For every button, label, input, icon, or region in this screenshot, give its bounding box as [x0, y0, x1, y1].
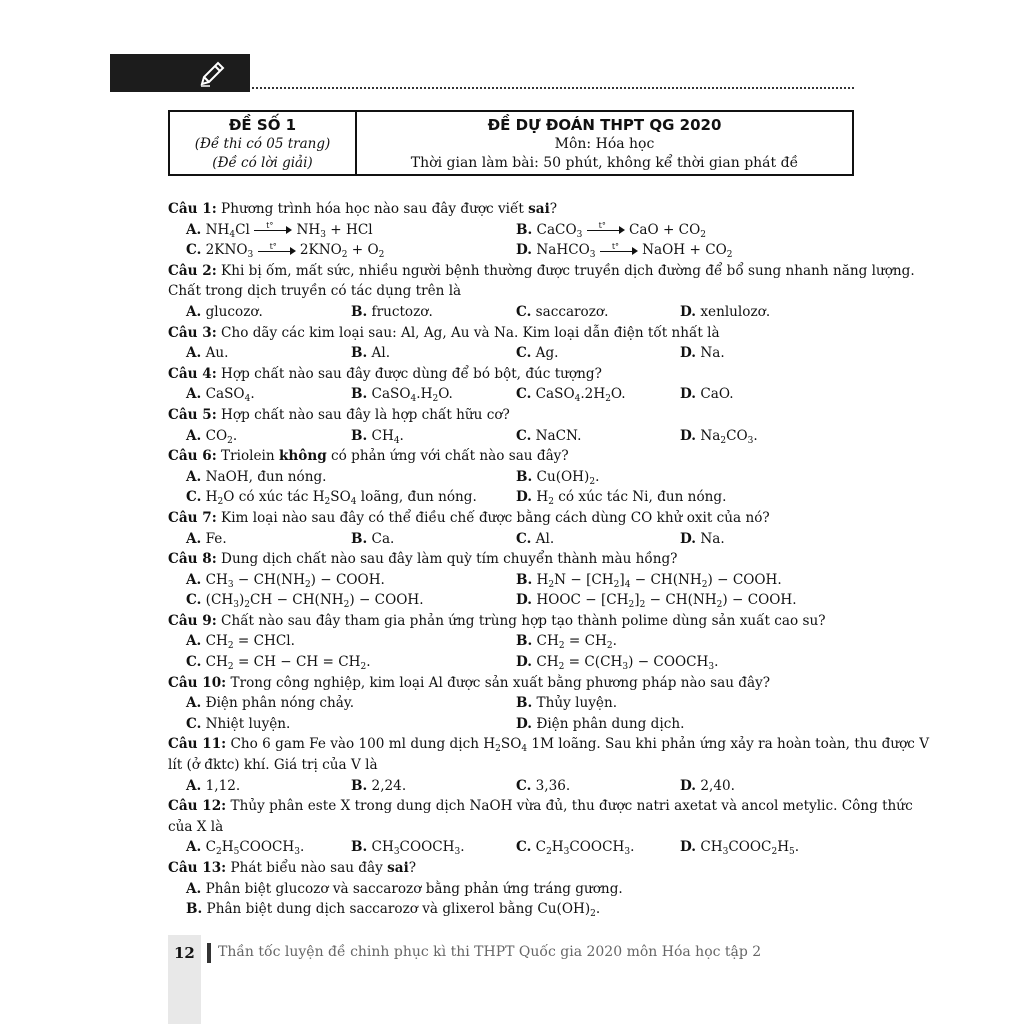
answer-option: A. CaSO$_4$.	[186, 386, 255, 405]
question-line: Câu 2: Khi bị ốm, mất sức, nhiều người bệnh thường được truyền dịch đường để bổ sung nhanh năng lượng.	[168, 262, 915, 279]
answer-option: C. $CH_2$ = CH − CH = $CH_2$.	[186, 654, 371, 673]
answer-option: A. $CH_3 - CH(NH_2)$ − COOH.	[186, 571, 385, 590]
answer-option: A. $C_2H_5COOCH_3$.	[186, 839, 305, 858]
question-number: Câu 10:	[168, 674, 227, 691]
exam-title-block	[357, 112, 852, 174]
answer-option: A. Au.	[186, 345, 229, 362]
answer-option: B. CaCO$_3$ t° CaO + $CO_2$	[516, 221, 706, 240]
answer-option: C. saccarozơ.	[516, 303, 609, 320]
exam-time: Thời gian làm bài: 50 phút, không kể thời gian phát đề	[410, 155, 799, 171]
option-line	[168, 631, 858, 652]
question-line: Câu 5: Hợp chất nào sau đây là hợp chất hữu cơ?	[168, 406, 510, 423]
option-line	[168, 426, 858, 447]
answer-option: B. $CH_2 = CH_2$.	[516, 633, 617, 652]
option-line	[168, 302, 858, 323]
question-number: Câu 5:	[168, 406, 217, 423]
question-line: Câu 12: Thủy phân este X trong dung dịch NaOH vừa đủ, thu được natri axetat và ancol metylic. Công thức	[168, 798, 913, 815]
question-number: Câu 8:	[168, 551, 217, 568]
question-text-line: Chất trong dịch truyền có tác dụng trên là	[168, 283, 462, 300]
pencil-icon	[196, 58, 228, 90]
option-line	[168, 693, 858, 714]
answer-option: B. 2,24.	[351, 777, 407, 794]
answer-option: A. Phân biệt glucozơ và saccarozơ bằng phản ứng tráng gương.	[186, 880, 623, 897]
option-line	[168, 776, 858, 797]
answer-option: B. Thủy luyện.	[516, 695, 618, 712]
answer-option: C. 3,36.	[516, 777, 571, 794]
answer-option: C. Al.	[516, 530, 555, 547]
question-line: Câu 8: Dung dịch chất nào sau đây làm quỳ tím chuyển thành màu hồng?	[168, 551, 678, 568]
question-text-line: của X là	[168, 818, 224, 835]
question-number: Câu 12:	[168, 798, 227, 815]
option-line	[168, 570, 858, 591]
question-line: Câu 3: Cho dãy các kim loại sau: Al, Ag, Au và Na. Kim loại dẫn điện tốt nhất là	[168, 324, 720, 341]
question-number: Câu 4:	[168, 365, 217, 382]
exam-solution-note: (Đề có lời giải)	[212, 155, 313, 171]
answer-option: D. Na.	[680, 530, 725, 547]
answer-option: A. $CO_2$.	[186, 427, 238, 446]
exam-number: ĐỀ SỐ 1	[228, 116, 297, 134]
answer-option: D. CaO.	[680, 386, 734, 403]
answer-option: D. 2,40.	[680, 777, 735, 794]
answer-option: D. $CH_3COOC_2H_5$.	[680, 839, 800, 858]
question-number: Câu 6:	[168, 448, 217, 465]
answer-option: D. $Na_2CO_3$.	[680, 427, 758, 446]
reaction-arrow-icon: t°	[258, 246, 296, 256]
question-line: Câu 10: Trong công nghiệp, kim loại Al được sản xuất bằng phương pháp nào sau đây?	[168, 674, 771, 691]
exam-info	[170, 112, 357, 174]
book-title: Thần tốc luyện đề chinh phục kì thi THPT Quốc gia 2020 môn Hóa học tập 2	[218, 944, 762, 960]
answer-option: A. Điện phân nóng chảy.	[186, 695, 355, 712]
answer-option: A. glucozơ.	[186, 303, 263, 320]
option-line	[168, 837, 858, 858]
answer-option: A. NaOH, đun nóng.	[186, 468, 327, 485]
question-line: Câu 4: Hợp chất nào sau đây được dùng để bó bột, đúc tượng?	[168, 365, 602, 382]
answer-option: C. $H_2O$ có xúc tác $H_2SO_4$ loãng, đun nóng.	[186, 489, 477, 508]
question-number: Câu 3:	[168, 324, 217, 341]
option-line	[168, 652, 858, 673]
question-number: Câu 11:	[168, 736, 227, 753]
answer-option: C. $(CH_3)_2CH - CH(NH_2)$ − COOH.	[186, 592, 424, 611]
question-number: Câu 9:	[168, 612, 217, 629]
question-line: Câu 13: Phát biểu nào sau đây sai?	[168, 860, 417, 876]
answer-option: C. $2KNO_3$ t° $2KNO_2 + O_2$	[186, 241, 385, 261]
question-line: Câu 6: Triolein không có phản ứng với chất nào sau đây?	[168, 448, 569, 465]
answer-option: B. $CH_4$.	[351, 427, 404, 446]
footer-bar	[207, 943, 211, 963]
answer-option: D. $CH_2 = C(CH_3)$ − $COOCH_3$.	[516, 654, 719, 673]
option-line	[168, 529, 858, 550]
answer-option: B. $Cu(OH)_2$.	[516, 468, 600, 487]
question-line: Câu 1: Phương trình hóa học nào sau đây được viết sai?	[168, 201, 558, 217]
question-number: Câu 7:	[168, 509, 217, 526]
answer-option: B. Phân biệt dung dịch saccarozơ và glixerol bằng $Cu(OH)_2$.	[186, 901, 601, 920]
option-line	[168, 879, 858, 900]
exam-header-box	[168, 110, 854, 176]
answer-option: D. Na.	[680, 345, 725, 362]
header-dotted-line	[252, 87, 854, 89]
answer-option: C. Nhiệt luyện.	[186, 715, 291, 732]
option-line	[168, 487, 858, 508]
question-text-line: lít (ở đktc) khí. Giá trị của V là	[168, 757, 378, 774]
answer-option: D. HOOC − $[CH_2]_2 - CH(NH_2)$ − COOH.	[516, 592, 797, 611]
option-line	[168, 467, 858, 488]
answer-option: D. xenlulozơ.	[680, 303, 771, 320]
option-line	[168, 384, 858, 405]
option-line	[168, 240, 858, 261]
exam-subject: Môn: Hóa học	[554, 136, 655, 152]
reaction-arrow-icon: t°	[587, 225, 625, 235]
question-number: Câu 1:	[168, 201, 217, 217]
answer-option: C. $C_2H_3COOCH_3$.	[516, 839, 635, 858]
answer-option: C. $CaSO_4.2H_2O$.	[516, 386, 626, 405]
answer-option: B. $H_2N - [CH_2]_4 - CH(NH_2)$ − COOH.	[516, 571, 782, 590]
option-line	[168, 714, 858, 735]
header-tab	[110, 54, 250, 92]
answer-option: A. $NH_4Cl$ t° $NH_3$ + HCl	[186, 221, 373, 240]
exam-title: ĐỀ DỰ ĐOÁN THPT QG 2020	[487, 116, 722, 134]
answer-option: B. Ca.	[351, 530, 395, 547]
answer-option: B. $CH_3COOCH_3$.	[351, 839, 465, 858]
reaction-arrow-icon: t°	[600, 246, 638, 256]
answer-option: D. NaHCO$_3$ t° NaOH + $CO_2$	[516, 241, 733, 261]
answer-option: C. Ag.	[516, 345, 559, 362]
option-line	[168, 343, 858, 364]
question-number: Câu 13:	[168, 860, 227, 876]
question-number: Câu 2:	[168, 262, 217, 279]
question-list	[168, 199, 930, 920]
answer-option: A. 1,12.	[186, 777, 241, 794]
option-line	[168, 899, 858, 920]
question-line: Câu 7: Kim loại nào sau đây có thể điều chế được bằng cách dùng CO khử oxit của nó?	[168, 509, 770, 526]
exam-pages: (Đề thi có 05 trang)	[194, 136, 331, 152]
answer-option: C. NaCN.	[516, 427, 582, 444]
question-line: Câu 9: Chất nào sau đây tham gia phản ứng trùng hợp tạo thành polime dùng sản xuất cao su?	[168, 612, 826, 629]
answer-option: D. Điện phân dung dịch.	[516, 715, 685, 732]
answer-option: A. $CH_2$ = CHCl.	[186, 633, 295, 652]
answer-option: B. Al.	[351, 345, 391, 362]
question-line: Câu 11: Cho 6 gam Fe vào 100 ml dung dịch $H_2SO_4$ 1M loãng. Sau khi phản ứng xảy ra hoàn toàn, thu được V	[168, 736, 930, 755]
reaction-arrow-icon: t°	[254, 225, 292, 235]
answer-option: A. Fe.	[186, 530, 227, 547]
answer-option: B. fructozơ.	[351, 303, 433, 320]
option-line	[168, 590, 858, 611]
answer-option: B. $CaSO_4.H_2O$.	[351, 386, 453, 405]
page-number: 12	[174, 944, 195, 962]
answer-option: D. $H_2$ có xúc tác Ni, đun nóng.	[516, 489, 727, 508]
